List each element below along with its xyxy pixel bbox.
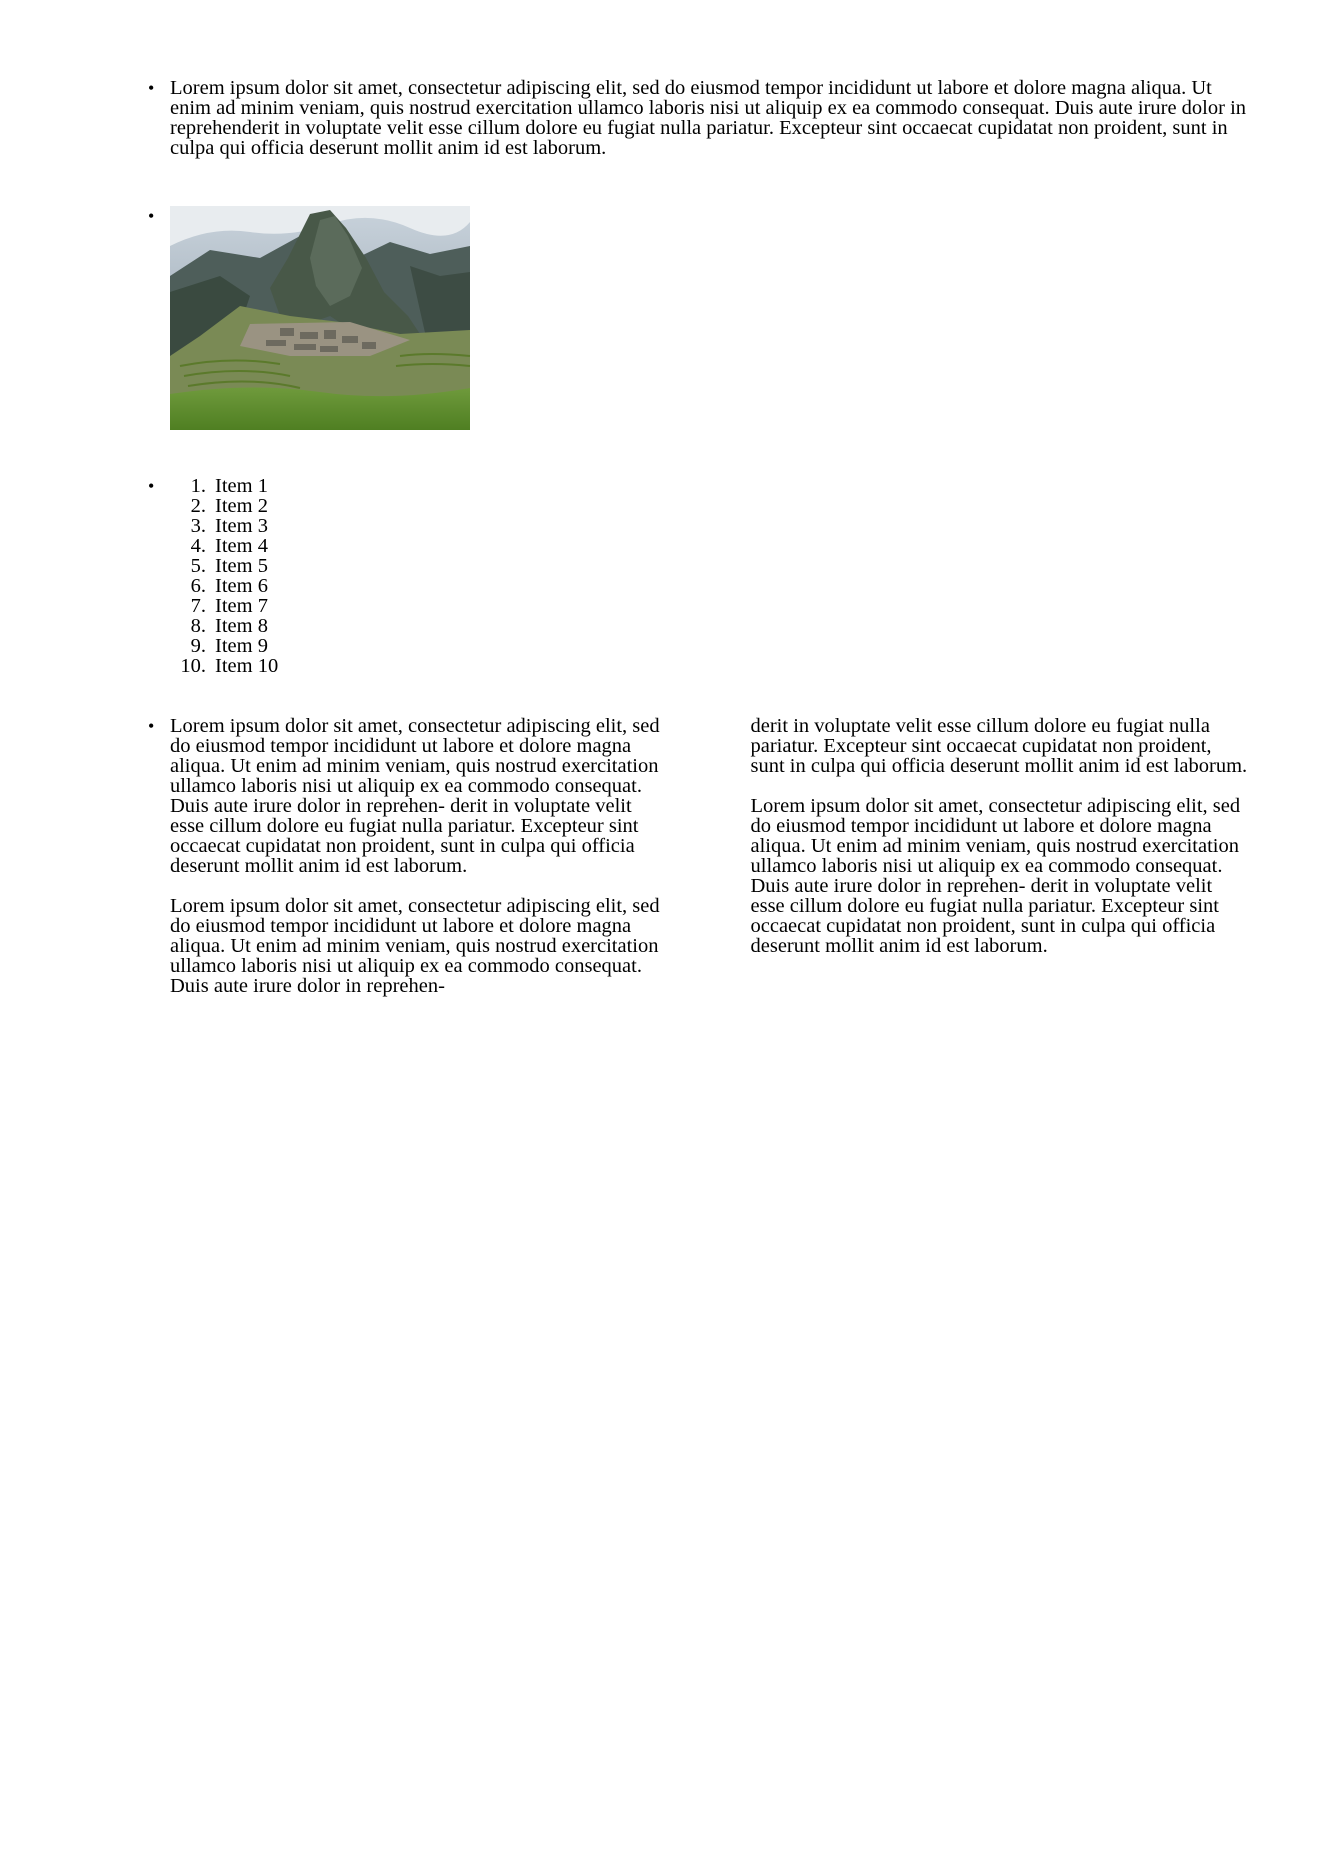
list-item	[148, 475, 1250, 716]
numbered-item: 6. Item 6	[190, 575, 268, 597]
bullet-icon: •	[148, 476, 155, 496]
paragraph: derit in voluptate velit esse cillum dolore eu fugiat nulla pariatur. Excepteur sint occaecat cupidatat non proident, sunt in culpa qui officia deserunt mollit anim id est laborum.	[750, 715, 1248, 777]
paragraph: Lorem ipsum dolor sit amet, consectetur adipiscing elit, sed do eiusmod tempor incididunt ut labore et dolore magna aliqua. Ut enim ad minim veniam, quis nostrud exercitation ullamco laboris nisi ut aliquip ex ea commodo consequat. Duis aute irure dolor in reprehenderit in voluptate velit esse cillum dolore eu fugiat nulla pariatur. Excepteur sint occaecat cupidatat non proident, sunt in culpa qui officia deserunt mollit anim id est laborum.	[170, 77, 1247, 159]
numbered-item: 2. Item 2	[190, 495, 268, 517]
numbered-item: 5. Item 5	[190, 555, 268, 577]
numbered-item: 8. Item 8	[190, 615, 268, 637]
numbered-item: 1. Item 1	[190, 475, 268, 497]
bullet-list	[148, 77, 1250, 997]
mountain-ruins-photo	[170, 206, 470, 430]
paragraph: Lorem ipsum dolor sit amet, consectetur adipiscing elit, sed do eiusmod tempor incididunt ut labore et dolore magna aliqua. Ut enim ad minim veniam, quis nostrud exercitation ullamco laboris nisi ut aliquip ex ea commodo consequat. Duis aute irure dolor in reprehen-	[170, 895, 660, 997]
two-column-text	[170, 716, 1250, 996]
paragraph: Lorem ipsum dolor sit amet, consectetur adipiscing elit, sed do eiusmod tempor incididunt ut labore et dolore magna aliqua. Ut enim ad minim veniam, quis nostrud exercitation ullamco laboris nisi ut aliquip ex ea commodo consequat. Duis aute irure dolor in reprehen- derit in voluptate velit esse cillum dolore eu fugiat nulla pariatur. Excepteur sint occaecat cupidatat non proident, sunt in culpa qui officia deserunt mollit anim id est laborum.	[750, 795, 1241, 957]
list-item	[148, 77, 1250, 206]
numbered-list	[170, 476, 1250, 676]
bullet-icon: •	[148, 716, 155, 736]
bullet-icon: •	[148, 206, 155, 226]
right-column	[751, 716, 1251, 996]
paragraph: Lorem ipsum dolor sit amet, consectetur adipiscing elit, sed do eiusmod tempor incididunt ut labore et dolore magna aliqua. Ut enim ad minim veniam, quis nostrud exercitation ullamco laboris nisi ut aliquip ex ea commodo consequat. Duis aute irure dolor in reprehen- derit in voluptate velit esse cillum dolore eu fugiat nulla pariatur. Excepteur sint occaecat cupidatat non proident, sunt in culpa qui officia deserunt mollit anim id est laborum.	[170, 715, 660, 877]
bullet-icon: •	[148, 78, 155, 98]
list-item	[148, 715, 1250, 997]
left-column	[170, 716, 670, 996]
numbered-item: 4. Item 4	[190, 535, 268, 557]
numbered-item: 10. Item 10	[180, 655, 279, 677]
numbered-item: 7. Item 7	[190, 595, 268, 617]
numbered-item: 3. Item 3	[190, 515, 268, 537]
list-item	[148, 206, 1250, 476]
numbered-item: 9. Item 9	[190, 635, 268, 657]
